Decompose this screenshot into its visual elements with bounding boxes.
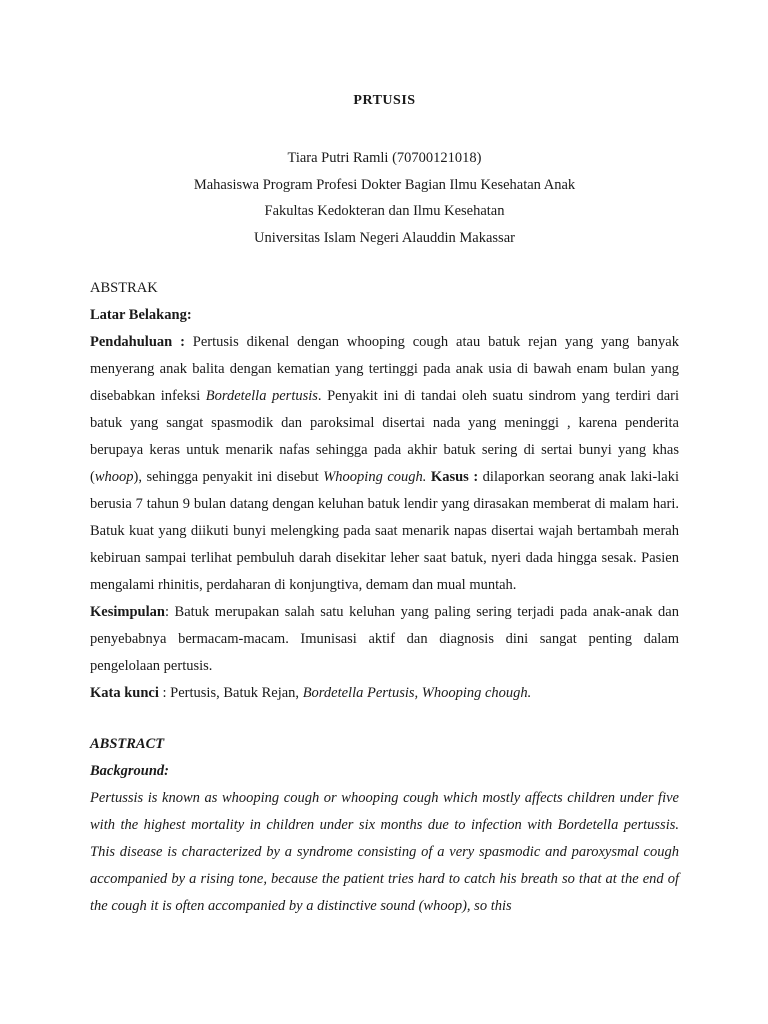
pendahuluan-paragraph (90, 329, 679, 599)
kata-kunci-label: Kata kunci (90, 685, 159, 701)
author-name: Tiara Putri Ramli (70700121018) (287, 150, 482, 166)
kesimpulan-text: : Batuk merupakan salah satu keluhan yang paling sering terjadi pada anak-anak dan penyebabnya bermacam-macam. Imunisasi aktif dan diagnosis dini sangat penting dalam pengelolaan pertusis. (90, 604, 679, 674)
kasus-text: dilaporkan seorang anak laki-laki berusia 7 tahun 9 bulan datang dengan keluhan batuk lendir yang dirasakan memberat di malam hari. Batuk kuat yang diikuti bunyi melengking pada saat menarik napas disertai wajah bertambah merah kebiruan sampai terlihat pembuluh darah disekitar leher saat batuk, nyeri dada hingga sesak. Pasien mengalami rhinitis, perdaharan di konjungtiva, demam dan mual muntah. (90, 469, 679, 593)
kata-kunci-italic: Bordetella Pertusis, Whooping chough. (302, 685, 532, 701)
document-page (90, 0, 679, 1024)
author-affiliation-program: Mahasiswa Program Profesi Dokter Bagian Ilmu Kesehatan Anak (193, 176, 576, 193)
abstract-heading: ABSTRACT (90, 736, 165, 752)
latar-belakang-label: Latar Belakang: (90, 307, 192, 323)
pendahuluan-italic-3: Whooping cough. (323, 469, 427, 485)
background-paragraph: Pertussis is known as whooping cough or whooping cough which mostly affects children under five with the highest mortality in children under six months due to infection with Bordetella pertussis. This disease is characterized by a syndrome consisting of a very spasmodic and paroxysmal cough accompanied by a rising tone, because the patient tries hard to catch his breath so that at the end of the cough it is often accompanied by a distinctive sound (whoop), so this (90, 790, 679, 914)
author-affiliation-faculty: Fakultas Kedokteran dan Ilmu Kesehatan (264, 203, 505, 219)
abstract-section (90, 731, 679, 920)
abstrak-section (90, 275, 679, 707)
pendahuluan-label: Pendahuluan : (90, 334, 185, 350)
document-title: PRTUSIS (353, 93, 416, 108)
background-label: Background: (90, 763, 169, 779)
pendahuluan-text-3: ), sehingga penyakit ini disebut (133, 469, 324, 485)
kesimpulan-label: Kesimpulan (90, 604, 165, 620)
kata-kunci-paragraph (90, 680, 679, 707)
author-block (90, 145, 679, 251)
author-affiliation-university: Universitas Islam Negeri Alauddin Makassar (254, 229, 515, 246)
kesimpulan-paragraph (90, 599, 679, 680)
kata-kunci-text: : Pertusis, Batuk Rejan, (158, 685, 303, 701)
pendahuluan-text-1: Pertusis dikenal dengan whooping cough atau batuk rejan yang yang banyak menyerang anak balita dengan kematian yang tertinggi pada anak usia di bawah enam bulan yang disebabkan infeksi (90, 334, 679, 404)
pendahuluan-italic-1: Bordetella pertusis (205, 388, 318, 404)
pendahuluan-text-2: . Penyakit ini di tandai oleh suatu sindrom yang terdiri dari batuk yang sangat spasmodik dan paroksimal disertai nada yang meninggi , karena penderita berupaya keras untuk menarik nafas sehingga pada akhir batuk sering di sertai bunyi yang khas ( (90, 388, 679, 485)
abstrak-heading: ABSTRAK (90, 280, 158, 296)
pendahuluan-italic-2: whoop (94, 469, 134, 485)
kasus-label: Kasus : (426, 469, 479, 485)
